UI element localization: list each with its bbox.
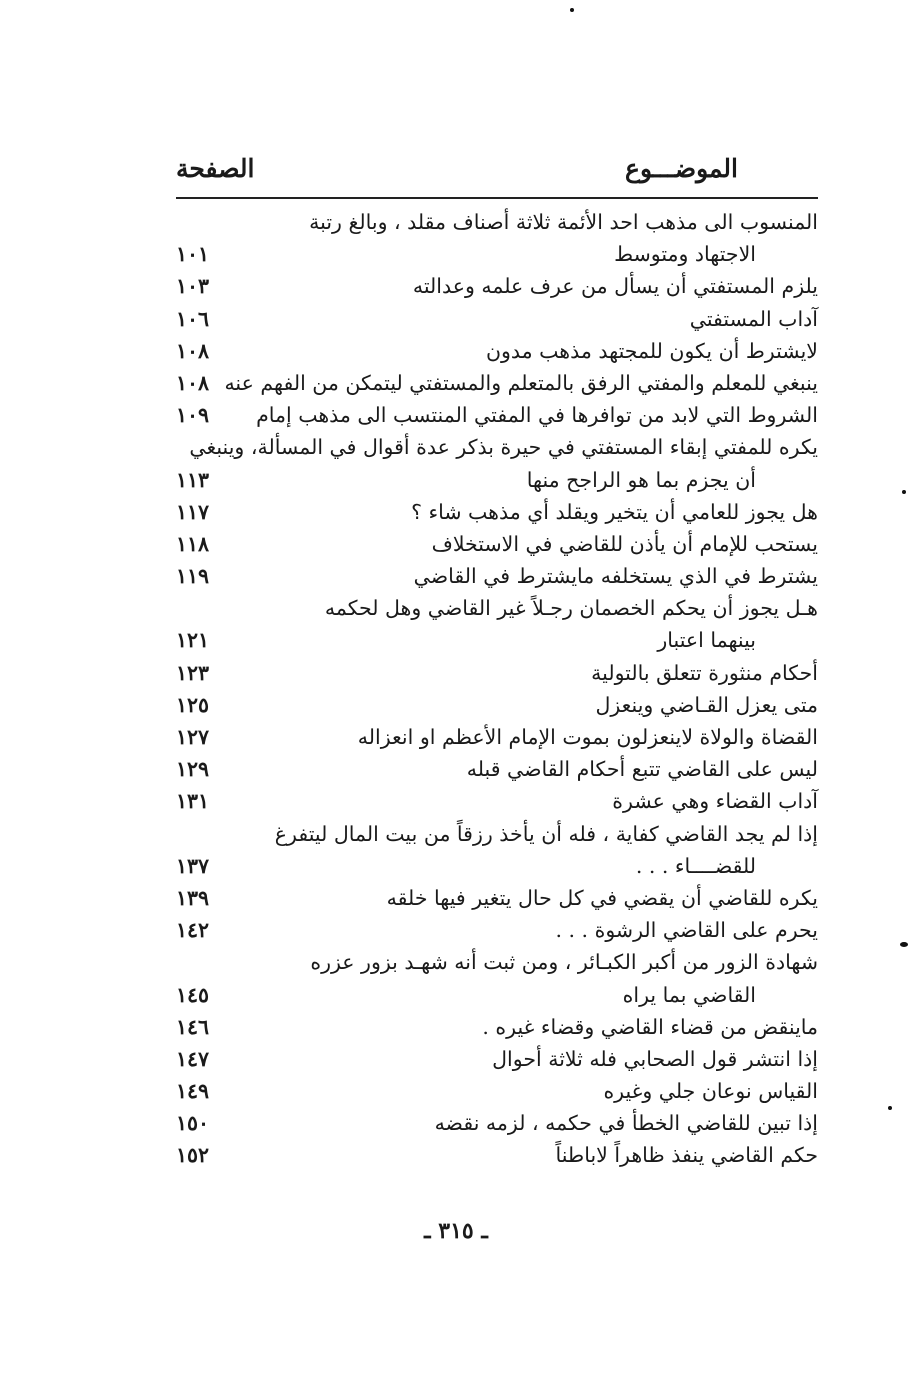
toc-entry — [168, 1043, 818, 1075]
toc-entry-title: القضاة والولاة لاينعزلون بموت الإمام الأعظم او انعزاله — [357, 725, 818, 749]
toc-entry-title: إذا لم يجد القاضي كفاية ، فله أن يأخذ رزقاً من بيت المال ليتفرغ — [274, 821, 818, 846]
toc-entry-page: ١٢٥ — [176, 692, 210, 717]
toc-entry-line — [168, 624, 818, 656]
toc-entry-title: هـل يجوز أن يحكم الخصمان رجـلاً غير القاضي وهل لحكمه — [324, 596, 818, 621]
toc-entry-page: ١٠٣ — [176, 274, 210, 299]
toc-entry-title: القياس نوعان جلي وغيره — [603, 1079, 818, 1104]
toc-entry-line — [168, 1043, 818, 1075]
toc-entry-page: ١٤٦ — [176, 1014, 210, 1039]
toc-entry-title: القاضي بما يراه — [622, 982, 756, 1007]
toc-entry-page: ١٣٩ — [176, 885, 210, 910]
toc-entry-line — [168, 206, 818, 238]
toc-entry-line — [168, 914, 818, 946]
toc-entry — [168, 367, 818, 399]
toc-entry-page: ١١٧ — [176, 499, 210, 524]
toc-entry — [168, 721, 818, 753]
toc-entry-title: هل يجوز للعامي أن يتخير ويقلد أي مذهب شاء ؟ — [411, 499, 818, 524]
toc-entry-line — [168, 753, 818, 785]
toc-entry-title: أحكام منثورة تتعلق بالتولية — [591, 660, 818, 685]
toc-entry-line — [168, 270, 818, 302]
toc-entry — [168, 206, 818, 270]
toc-entry-page: ١٤٩ — [176, 1079, 210, 1104]
toc-entry-page: ١١٣ — [176, 467, 210, 492]
toc-entry-line — [168, 818, 818, 850]
toc-entry-line — [168, 979, 818, 1011]
toc-entry — [168, 946, 818, 1010]
topic-column-heading: الموضـــوع — [625, 154, 738, 183]
toc-entry-page: ١٢٣ — [176, 660, 210, 685]
toc-entry-title: يستحب للإمام أن يأذن للقاضي في الاستخلاف — [431, 531, 818, 556]
toc-entry-title: حكم القاضي ينفذ ظاهراً لاباطناً — [555, 1143, 818, 1168]
toc-entry-page: ١٥٢ — [176, 1143, 210, 1168]
toc-entry-title: الشروط التي لابد من توافرها في المفتي المنتسب الى مذهب إمام — [256, 403, 818, 428]
toc-entry — [168, 1075, 818, 1107]
toc-entry-page: ١١٨ — [176, 531, 210, 556]
toc-entry-line — [168, 1139, 818, 1171]
toc-entry — [168, 270, 818, 302]
toc-entry-title: أن يجزم بما هو الراجح منها — [526, 467, 756, 492]
toc-entry-line — [168, 464, 818, 496]
toc-entry-title: يحرم على القاضي الرشوة . . . — [555, 918, 818, 943]
toc-entry — [168, 657, 818, 689]
toc-entry-line — [168, 367, 818, 399]
toc-entry — [168, 914, 818, 946]
toc-entry-line — [168, 1075, 818, 1107]
toc-entry-title: آداب المستفتي — [689, 306, 818, 331]
toc-entry-title: يكره للمفتي إبقاء المستفتي في حيرة بذكر عدة أقوال في المسألة، وينبغي — [189, 435, 818, 460]
toc-entry-line — [168, 1011, 818, 1043]
toc-entry — [168, 399, 818, 431]
toc-entry-page: ١٣٧ — [176, 853, 210, 878]
toc-entry-page: ١٤٧ — [176, 1046, 210, 1071]
toc-entry-line — [168, 560, 818, 592]
toc-entry — [168, 818, 818, 882]
toc-entry-title: آداب القضاء وهي عشرة — [612, 789, 818, 814]
toc-entry-page: ١٤٢ — [176, 918, 210, 943]
toc-entry-line — [168, 689, 818, 721]
toc-entry — [168, 1139, 818, 1171]
toc-entry-page: ١٠٦ — [176, 306, 210, 331]
scan-speck — [900, 942, 908, 947]
toc-entry-line — [168, 721, 818, 753]
toc-entry-page: ١٢١ — [176, 628, 210, 653]
toc-entry-line — [168, 528, 818, 560]
toc-entry-line — [168, 399, 818, 431]
toc-entry-page: ١٣١ — [176, 789, 210, 814]
toc-entry-title: شهادة الزور من أكبر الكبـائر ، ومن ثبت أنه شهـد بزور عزره — [310, 950, 818, 975]
toc-entry-line — [168, 238, 818, 270]
toc-entry-title: ليس على القاضي تتبع أحكام القاضي قبله — [466, 757, 818, 782]
toc-entry-title: لايشترط أن يكون للمجتهد مذهب مدون — [485, 338, 818, 363]
toc-entry — [168, 528, 818, 560]
toc-entry-title: يشترط في الذي يستخلفه مايشترط في القاضي — [413, 564, 818, 589]
toc-entry-title: المنسوب الى مذهب احد الأئمة ثلاثة أصناف مقلد ، وبالغ رتبة — [309, 210, 818, 234]
toc-entry — [168, 1107, 818, 1139]
toc-entry — [168, 303, 818, 335]
toc-entry-line — [168, 882, 818, 914]
toc-entry-line — [168, 431, 818, 463]
toc-entry — [168, 560, 818, 592]
toc-entry-title: متى يعزل القـاضي وينعزل — [595, 692, 818, 717]
toc-entry — [168, 431, 818, 495]
toc-entry-title: إذا انتشر قول الصحابي فله ثلاثة أحوال — [492, 1046, 818, 1071]
toc-entry-title: بينهما اعتبار — [657, 628, 756, 653]
toc-entry-page: ١٠٨ — [176, 338, 210, 363]
toc-entry — [168, 1011, 818, 1043]
toc-entry-title: إذا تبين للقاضي الخطأ في حكمه ، لزمه نقضه — [434, 1111, 818, 1136]
toc-entry-page: ١١٩ — [176, 564, 210, 589]
toc-entry-page: ١٠٩ — [176, 403, 210, 428]
toc-entry-title: للقضــــاء . . . — [635, 853, 756, 878]
toc-entry-title: الاجتهاد ومتوسط — [614, 242, 756, 267]
page-column-heading: الصفحة — [176, 154, 255, 183]
toc-entry-page: ١٢٧ — [176, 725, 210, 749]
toc-entry-page: ١٥٠ — [176, 1111, 210, 1136]
scan-speck — [888, 1106, 892, 1110]
toc-entry-line — [168, 335, 818, 367]
toc-entry — [168, 785, 818, 817]
header-divider — [176, 197, 818, 199]
toc-entry-title: ماينقض من قضاء القاضي وقضاء غيره . — [482, 1014, 818, 1039]
toc-entry — [168, 592, 818, 656]
toc-entry-title: يكره للقاضي أن يقضي في كل حال يتغير فيها خلقه — [386, 885, 818, 910]
toc-entry-line — [168, 592, 818, 624]
scan-speck — [570, 8, 574, 12]
toc-entry-page: ١٢٩ — [176, 757, 210, 782]
toc-entry-line — [168, 946, 818, 978]
scan-speck — [902, 490, 906, 494]
toc-entry-title: يلزم المستفتي أن يسأل من عرف علمه وعدالته — [412, 274, 818, 299]
toc-entry-page: ١٠٨ — [176, 370, 210, 395]
toc-entry-line — [168, 850, 818, 882]
toc-entry-line — [168, 657, 818, 689]
toc-entry-line — [168, 785, 818, 817]
toc-entry-page: ١٠١ — [176, 242, 210, 267]
toc-entry-page: ١٤٥ — [176, 982, 210, 1007]
toc-entry-line — [168, 303, 818, 335]
toc-entry-line — [168, 496, 818, 528]
toc-entry-title: ينبغي للمعلم والمفتي الرفق بالمتعلم والمستفتي ليتمكن من الفهم عنه — [224, 370, 818, 395]
toc-header — [174, 150, 818, 190]
page-number: ـ ٣١٥ ـ — [424, 1218, 488, 1244]
toc-entry-line — [168, 1107, 818, 1139]
toc-entry — [168, 753, 818, 785]
table-of-contents — [168, 206, 818, 1172]
toc-entry — [168, 882, 818, 914]
toc-entry — [168, 689, 818, 721]
toc-entry — [168, 496, 818, 528]
toc-entry — [168, 335, 818, 367]
